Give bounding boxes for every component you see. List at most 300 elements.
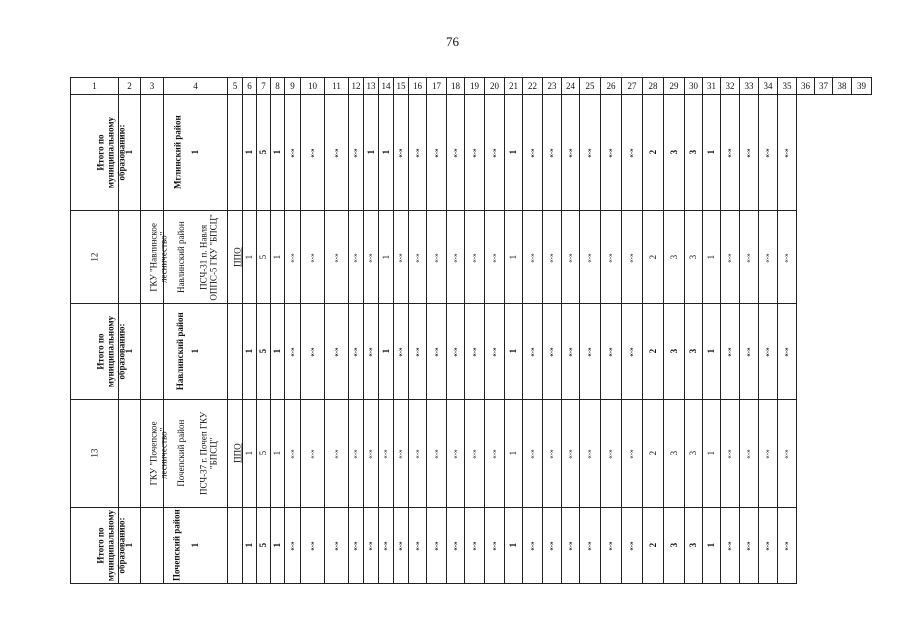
value-text: 1 [706,451,717,456]
value-cell [271,304,285,400]
value-text: «-» [585,541,594,552]
forestry-cell [119,211,169,304]
row-label-text: Итого по муниципальному образованию: [95,509,127,582]
value-cell [664,508,685,584]
value-cell [523,304,543,400]
value-text: «-» [332,541,341,552]
value-text: 2 [647,254,658,260]
district-text: Почепский район [175,420,186,487]
value-text: «-» [308,449,317,460]
value-text: 3 [668,254,679,260]
value-cell [364,304,379,400]
value-text: «-» [763,541,772,552]
value-cell [580,95,601,211]
value-text: «-» [547,253,556,263]
value-text: «-» [396,449,405,460]
value-cell [394,304,409,400]
type-cell [228,508,243,584]
value-text: «-» [413,253,422,263]
value-cell [349,508,364,584]
value-text: «-» [470,148,479,159]
value-text: «-» [288,449,297,460]
district-cell [141,304,185,400]
value-text: 5 [258,349,269,354]
column-number-cell: 2 [119,78,141,95]
value-cell [243,400,257,508]
value-text: «-» [396,541,405,552]
page-number: 76 [446,34,459,49]
value-cell [523,508,543,584]
value-text: «-» [585,148,594,159]
value-cell [703,95,721,211]
column-number-cell: 33 [740,78,759,95]
value-cell [778,400,797,508]
value-cell [465,508,485,584]
value-text: «-» [413,449,422,460]
value-text: «-» [627,347,636,358]
column-number-cell: 32 [721,78,740,95]
value-text: «-» [763,253,772,263]
value-text: «-» [396,347,405,358]
value-text: «-» [308,347,317,358]
forestry-text: 1 [124,543,135,548]
value-text: «-» [451,347,460,358]
value-text: «-» [413,541,422,552]
value-text: «-» [528,148,537,159]
value-cell [271,95,285,211]
value-cell [301,304,325,400]
value-cell [394,211,409,304]
value-cell [349,304,364,400]
value-text: «-» [490,449,499,460]
row-label-cell [71,211,119,304]
table-row [71,211,872,304]
value-text: «-» [490,347,499,358]
value-cell [243,95,257,211]
value-text: «-» [725,541,734,552]
value-cell [778,211,797,304]
value-text: 1 [508,349,519,354]
unit-text: ПСЧ-31 п. Навля ОППС-5 ГКУ "БПСЦ" [198,213,219,301]
value-cell [622,508,643,584]
value-text: «-» [490,148,499,159]
unit-cell [164,211,228,304]
value-cell [485,95,505,211]
column-number-cell: 35 [778,78,797,95]
column-number-cell: 21 [505,78,523,95]
value-text: «-» [744,253,753,263]
value-cell [447,95,465,211]
value-text: 1 [706,254,717,260]
value-text: «-» [744,449,753,460]
value-cell [703,400,721,508]
column-number-cell: 20 [485,78,505,95]
value-text: «-» [490,253,499,263]
value-cell [580,304,601,400]
value-text: 2 [647,543,658,548]
value-text: «-» [782,449,791,460]
value-cell [364,95,379,211]
value-text: 5 [258,254,269,260]
value-cell [685,211,703,304]
value-cell [427,211,447,304]
value-cell [379,304,394,400]
value-text: «-» [288,347,297,358]
value-cell [543,304,562,400]
value-cell [257,304,271,400]
value-text: «-» [744,541,753,552]
forestry-text: ГКУ "Почепское лесничество" [148,421,169,486]
value-text: «-» [744,148,753,159]
value-text: «-» [396,253,405,263]
document-table [70,77,872,584]
value-text: 1 [508,543,519,548]
value-cell [721,400,740,508]
value-cell [721,211,740,304]
value-text: «-» [763,449,772,460]
value-text: «-» [308,148,317,159]
value-cell [325,304,349,400]
value-cell [409,508,427,584]
row-label-cell [71,400,119,508]
value-cell [364,508,379,584]
table-row [71,304,872,400]
column-number-cell: 17 [427,78,447,95]
value-text: «-» [470,253,479,263]
value-text: 1 [706,349,717,354]
column-number-cell: 10 [301,78,325,95]
value-text: 3 [668,349,679,354]
value-text: «-» [763,347,772,358]
value-text: «-» [725,148,734,159]
value-text: «-» [432,347,441,358]
row-label-cell [71,508,127,584]
value-cell [409,304,427,400]
value-cell [394,508,409,584]
value-text: «-» [351,253,360,263]
column-number-cell: 28 [643,78,664,95]
value-text: «-» [366,253,375,263]
type-cell [228,400,243,508]
value-text: «-» [332,449,341,460]
value-text: «-» [381,541,390,552]
value-cell [562,508,580,584]
value-cell [447,508,465,584]
column-number-cell: 37 [815,78,833,95]
value-text: «-» [451,449,460,460]
unit-text: 1 [190,150,201,155]
value-text: 3 [688,254,699,260]
column-number-cell: 3 [141,78,164,95]
value-cell [379,95,394,211]
value-cell [505,95,523,211]
value-text: «-» [566,449,575,460]
value-text: 1 [272,543,283,548]
value-text: 3 [668,451,679,456]
value-cell [562,211,580,304]
value-text: «-» [288,253,297,263]
value-text: «-» [308,541,317,552]
value-text: «-» [451,541,460,552]
value-cell [447,211,465,304]
value-cell [523,95,543,211]
value-cell [685,508,703,584]
column-number-cell: 4 [164,78,228,95]
value-text: 1 [272,150,283,155]
value-cell [257,95,271,211]
value-cell [349,211,364,304]
value-cell [485,508,505,584]
value-text: «-» [432,148,441,159]
value-text: «-» [413,347,422,358]
value-cell [243,508,257,584]
value-text: 1 [272,349,283,354]
row-label-text: Итого по муниципальному образованию: [95,116,127,189]
value-text: «-» [351,347,360,358]
value-text: «-» [451,253,460,263]
column-number-cell: 22 [523,78,543,95]
value-cell [664,95,685,211]
value-cell [409,95,427,211]
value-text: 3 [668,150,679,155]
value-text: «-» [528,541,537,552]
forestry-cell [119,400,169,508]
column-number-cell: 8 [271,78,285,95]
column-number-cell: 7 [257,78,271,95]
value-cell [643,304,664,400]
value-cell [465,95,485,211]
value-text: «-» [627,541,636,552]
document-table-container [70,77,866,582]
value-text: 1 [365,150,376,155]
value-cell [759,211,778,304]
value-text: 1 [508,451,519,456]
type-cell [228,211,243,304]
value-text: 3 [688,150,699,155]
value-text: 2 [647,451,658,456]
value-text: «-» [366,449,375,460]
value-cell [271,400,285,508]
value-cell [562,95,580,211]
value-cell [601,400,622,508]
value-cell [271,211,285,304]
value-cell [601,304,622,400]
value-text: «-» [528,253,537,263]
value-text: «-» [627,449,636,460]
column-number-cell: 23 [543,78,562,95]
value-cell [721,95,740,211]
value-cell [243,211,257,304]
value-cell [301,508,325,584]
value-cell [523,400,543,508]
value-cell [285,211,301,304]
value-text: «-» [332,253,341,263]
district-cell [141,95,183,211]
value-cell [285,400,301,508]
district-text: Почепский район [171,509,182,582]
value-text: 3 [688,349,699,354]
value-text: «-» [547,148,556,159]
value-cell [664,304,685,400]
table-row [71,95,872,211]
value-cell [301,211,325,304]
value-cell [543,508,562,584]
column-number-cell: 27 [622,78,643,95]
column-number-cell: 18 [447,78,465,95]
value-text: 2 [647,150,658,155]
table-row [71,400,872,508]
district-text: Навлинский район [175,221,186,293]
value-cell [349,400,364,508]
value-cell [243,304,257,400]
column-number-cell: 15 [394,78,409,95]
value-cell [740,400,759,508]
unit-text: 1 [190,349,201,354]
value-text: «-» [396,148,405,159]
unit-text: 1 [190,543,201,548]
value-cell [325,508,349,584]
value-cell [643,211,664,304]
value-cell [740,304,759,400]
value-text: «-» [744,347,753,358]
value-cell [325,400,349,508]
value-cell [622,95,643,211]
value-cell [409,400,427,508]
column-number-cell: 36 [797,78,815,95]
value-text: 1 [380,254,391,260]
value-cell [301,95,325,211]
value-text: «-» [782,148,791,159]
value-cell [759,508,778,584]
column-number-cell: 1 [71,78,119,95]
value-cell [601,508,622,584]
value-cell [447,400,465,508]
value-text: «-» [725,253,734,263]
value-text: «-» [585,347,594,358]
value-cell [364,400,379,508]
value-text: «-» [566,148,575,159]
value-text: 1 [706,150,717,155]
value-text: «-» [725,449,734,460]
value-cell [465,400,485,508]
value-cell [257,400,271,508]
value-text: «-» [566,253,575,263]
unit-text: ПСЧ-37 г. Почеп ГКУ "БПСЦ" [198,411,219,496]
value-text: 1 [508,254,519,260]
type-text: ППО [232,443,243,464]
value-text: «-» [351,148,360,159]
column-number-cell: 26 [601,78,622,95]
value-cell [485,304,505,400]
district-text: Навлинский район [174,312,185,391]
value-text: 2 [647,349,658,354]
value-cell [409,211,427,304]
value-text: 1 [380,349,391,354]
value-cell [562,400,580,508]
value-cell [759,400,778,508]
row-label-text: 13 [89,449,100,458]
unit-cell [164,400,228,508]
column-number-cell: 39 [852,78,872,95]
value-text: «-» [332,347,341,358]
value-text: «-» [332,148,341,159]
table-row [71,508,872,584]
value-cell [543,400,562,508]
row-label-cell [71,304,127,400]
value-cell [580,400,601,508]
value-cell [523,211,543,304]
type-cell [228,304,243,400]
value-text: 3 [668,543,679,548]
value-text: «-» [432,449,441,460]
column-number-cell: 6 [243,78,257,95]
value-cell [257,508,271,584]
column-number-cell: 14 [379,78,394,95]
value-text: «-» [585,253,594,263]
value-text: «-» [528,449,537,460]
value-cell [447,304,465,400]
value-text: 1 [244,254,255,260]
value-cell [685,95,703,211]
column-number-row [71,78,872,95]
value-text: «-» [351,449,360,460]
value-cell [622,211,643,304]
value-text: «-» [451,148,460,159]
value-text: 1 [244,150,255,155]
value-cell [664,211,685,304]
value-text: 3 [688,543,699,548]
value-cell [349,95,364,211]
value-text: «-» [627,253,636,263]
column-number-cell: 29 [664,78,685,95]
value-text: 1 [508,150,519,155]
value-text: «-» [606,449,615,460]
value-cell [505,508,523,584]
column-number-cell: 31 [703,78,721,95]
district-cell [141,508,182,584]
column-number-cell: 9 [285,78,301,95]
value-text: «-» [606,148,615,159]
type-text: ППО [232,247,243,267]
value-text: 5 [258,543,269,548]
value-text: «-» [432,541,441,552]
value-text: 1 [706,543,717,548]
value-text: «-» [490,541,499,552]
value-text: «-» [566,347,575,358]
value-text: «-» [782,541,791,552]
column-number-cell: 11 [325,78,349,95]
value-cell [394,95,409,211]
value-text: 1 [272,451,283,456]
value-cell [721,508,740,584]
row-label-text: 12 [89,252,100,262]
value-text: 1 [244,451,255,456]
value-cell [543,95,562,211]
value-text: «-» [288,148,297,159]
value-text: «-» [470,347,479,358]
value-text: «-» [606,347,615,358]
column-number-cell: 16 [409,78,427,95]
value-cell [325,95,349,211]
type-cell [228,95,243,211]
value-cell [721,304,740,400]
value-cell [643,508,664,584]
value-text: «-» [366,541,375,552]
value-cell [778,304,797,400]
value-cell [778,95,797,211]
value-text: «-» [381,449,390,460]
row-label-text: Итого по муниципальному образованию: [95,315,127,388]
